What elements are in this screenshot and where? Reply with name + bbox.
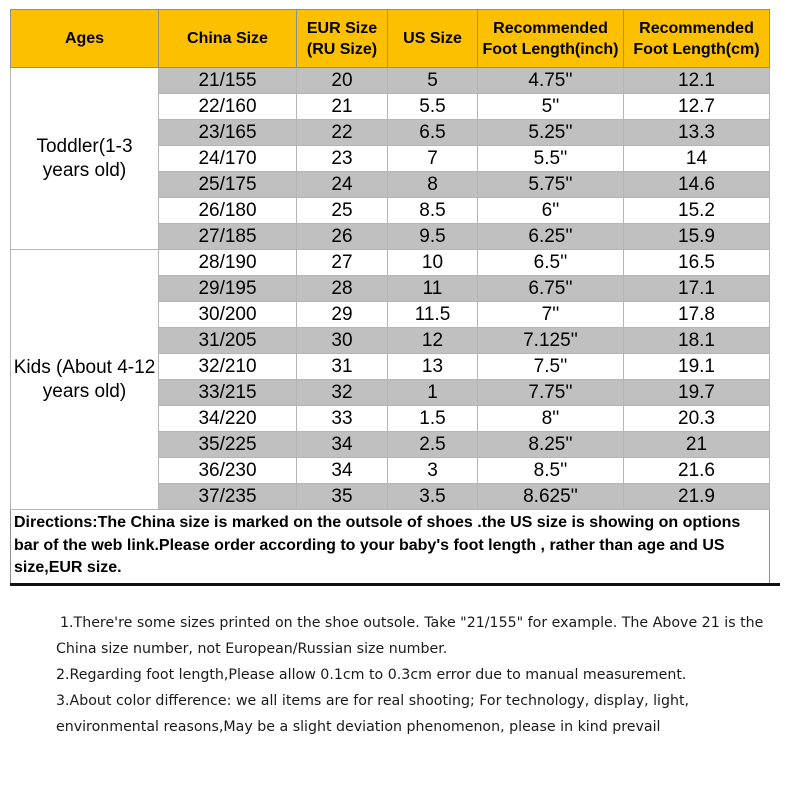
cell-foot-length-inch: 8.25'' (478, 432, 624, 458)
cell-foot-length-inch: 8.5'' (478, 458, 624, 484)
note-measurement-error: 2.Regarding foot length,Please allow 0.1cm to 0.3cm error due to manual measurement. (56, 667, 687, 683)
cell-us-size: 5 (388, 68, 478, 94)
cell-foot-length-cm: 21 (624, 432, 770, 458)
cell-china-size: 25/175 (159, 172, 297, 198)
cell-foot-length-cm: 13.3 (624, 120, 770, 146)
cell-china-size: 32/210 (159, 354, 297, 380)
cell-china-size: 34/220 (159, 406, 297, 432)
cell-eur-size: 20 (297, 68, 388, 94)
cell-us-size: 12 (388, 328, 478, 354)
cell-us-size: 3.5 (388, 484, 478, 510)
directions-row (11, 510, 770, 584)
cell-foot-length-inch: 7.5'' (478, 354, 624, 380)
age-group-label: Toddler(1-3 years old) (11, 68, 159, 250)
cell-eur-size: 32 (297, 380, 388, 406)
cell-eur-size: 27 (297, 250, 388, 276)
header-ages: Ages (11, 10, 159, 68)
cell-eur-size: 34 (297, 458, 388, 484)
cell-foot-length-cm: 19.1 (624, 354, 770, 380)
notes-section (56, 610, 776, 740)
cell-us-size: 11 (388, 276, 478, 302)
header-eur-size: EUR Size (RU Size) (297, 10, 388, 68)
directions-text: Directions:The China size is marked on the outsole of shoes .the US size is showing on options bar of the web link.Please order according to your baby's foot length , rather than age and US size,EUR size. (11, 510, 770, 584)
size-chart-body (11, 68, 770, 510)
cell-china-size: 31/205 (159, 328, 297, 354)
cell-china-size: 27/185 (159, 224, 297, 250)
cell-eur-size: 23 (297, 146, 388, 172)
cell-us-size: 10 (388, 250, 478, 276)
cell-china-size: 26/180 (159, 198, 297, 224)
cell-us-size: 5.5 (388, 94, 478, 120)
cell-foot-length-inch: 6.25'' (478, 224, 624, 250)
cell-foot-length-inch: 8.625'' (478, 484, 624, 510)
cell-eur-size: 31 (297, 354, 388, 380)
table-row (11, 68, 770, 94)
header-foot-length-inch: Recommended Foot Length(inch) (478, 10, 624, 68)
cell-foot-length-inch: 6.75'' (478, 276, 624, 302)
note-color-difference: 3.About color difference: we all items are for real shooting; For technology, display, light, environmental reasons,May be a slight deviation phenomenon, please in kind prevail (56, 693, 690, 735)
header-us-size: US Size (388, 10, 478, 68)
cell-us-size: 8.5 (388, 198, 478, 224)
cell-china-size: 21/155 (159, 68, 297, 94)
cell-us-size: 1.5 (388, 406, 478, 432)
cell-foot-length-inch: 7.75'' (478, 380, 624, 406)
cell-eur-size: 26 (297, 224, 388, 250)
cell-eur-size: 33 (297, 406, 388, 432)
cell-china-size: 37/235 (159, 484, 297, 510)
cell-foot-length-inch: 4.75'' (478, 68, 624, 94)
cell-eur-size: 24 (297, 172, 388, 198)
cell-foot-length-inch: 7.125'' (478, 328, 624, 354)
cell-eur-size: 30 (297, 328, 388, 354)
cell-foot-length-inch: 6.5'' (478, 250, 624, 276)
cell-foot-length-cm: 15.2 (624, 198, 770, 224)
cell-foot-length-cm: 17.8 (624, 302, 770, 328)
cell-foot-length-cm: 19.7 (624, 380, 770, 406)
cell-us-size: 2.5 (388, 432, 478, 458)
cell-us-size: 11.5 (388, 302, 478, 328)
cell-foot-length-inch: 8'' (478, 406, 624, 432)
cell-us-size: 8 (388, 172, 478, 198)
cell-foot-length-cm: 12.7 (624, 94, 770, 120)
age-group-label: Kids (About 4-12 years old) (11, 250, 159, 510)
cell-eur-size: 35 (297, 484, 388, 510)
header-row (11, 10, 770, 68)
cell-foot-length-cm: 17.1 (624, 276, 770, 302)
cell-china-size: 22/160 (159, 94, 297, 120)
cell-foot-length-inch: 6'' (478, 198, 624, 224)
cell-foot-length-cm: 20.3 (624, 406, 770, 432)
header-china-size: China Size (159, 10, 297, 68)
cell-us-size: 3 (388, 458, 478, 484)
cell-china-size: 24/170 (159, 146, 297, 172)
cell-eur-size: 29 (297, 302, 388, 328)
cell-china-size: 29/195 (159, 276, 297, 302)
cell-foot-length-inch: 5.5'' (478, 146, 624, 172)
cell-foot-length-inch: 7'' (478, 302, 624, 328)
cell-china-size: 36/230 (159, 458, 297, 484)
cell-china-size: 30/200 (159, 302, 297, 328)
cell-foot-length-inch: 5.75'' (478, 172, 624, 198)
cell-foot-length-cm: 18.1 (624, 328, 770, 354)
cell-eur-size: 28 (297, 276, 388, 302)
cell-foot-length-cm: 16.5 (624, 250, 770, 276)
cell-us-size: 13 (388, 354, 478, 380)
note-outsole-size: 1.There're some sizes printed on the shoe outsole. Take "21/155" for example. The Above 21 is the China size number, not European/Russian size number. (56, 615, 764, 657)
cell-us-size: 6.5 (388, 120, 478, 146)
cell-eur-size: 22 (297, 120, 388, 146)
cell-us-size: 7 (388, 146, 478, 172)
cell-foot-length-cm: 21.6 (624, 458, 770, 484)
cell-eur-size: 34 (297, 432, 388, 458)
cell-china-size: 23/165 (159, 120, 297, 146)
divider-line (10, 583, 780, 586)
cell-foot-length-cm: 15.9 (624, 224, 770, 250)
header-foot-length-cm: Recommended Foot Length(cm) (624, 10, 770, 68)
cell-us-size: 1 (388, 380, 478, 406)
cell-eur-size: 21 (297, 94, 388, 120)
cell-foot-length-cm: 21.9 (624, 484, 770, 510)
cell-china-size: 28/190 (159, 250, 297, 276)
cell-foot-length-cm: 14.6 (624, 172, 770, 198)
cell-foot-length-cm: 14 (624, 146, 770, 172)
size-chart-table (10, 9, 770, 584)
cell-china-size: 33/215 (159, 380, 297, 406)
cell-foot-length-inch: 5.25'' (478, 120, 624, 146)
cell-foot-length-inch: 5'' (478, 94, 624, 120)
table-row (11, 250, 770, 276)
cell-foot-length-cm: 12.1 (624, 68, 770, 94)
cell-china-size: 35/225 (159, 432, 297, 458)
cell-eur-size: 25 (297, 198, 388, 224)
cell-us-size: 9.5 (388, 224, 478, 250)
